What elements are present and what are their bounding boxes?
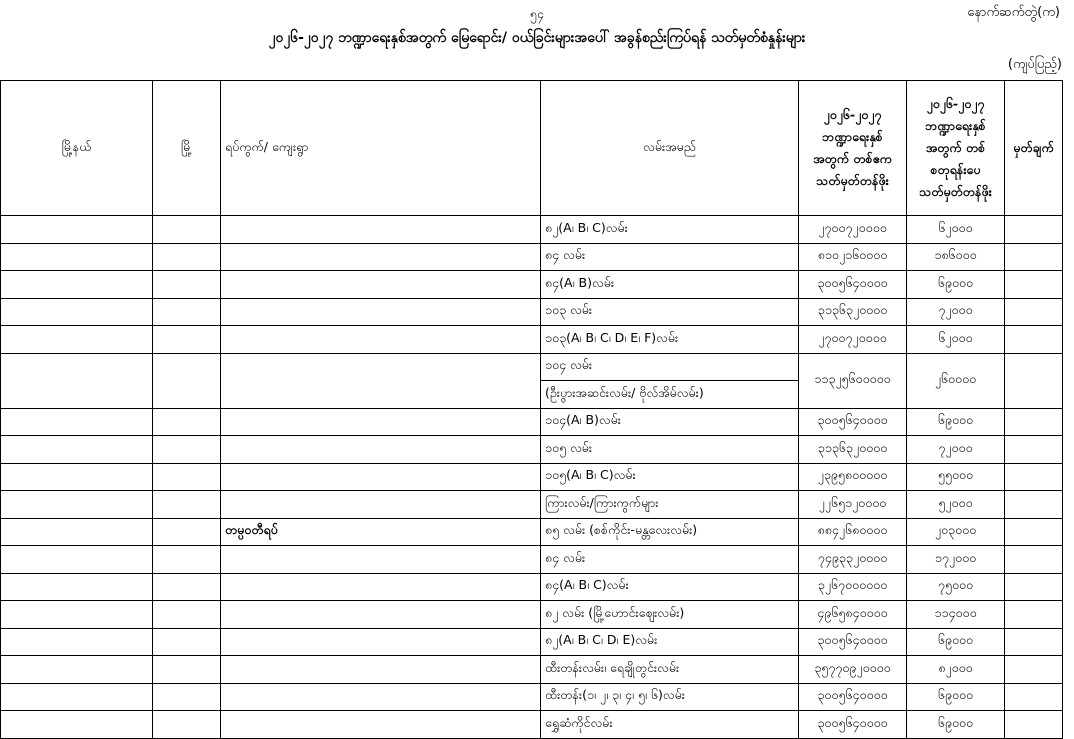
cell-street: ၁၀၄(A၊ B)လမ်း <box>541 408 799 436</box>
cell-sqft-value: ၂၀၃၀၀၀ <box>907 518 1005 546</box>
cell-remarks <box>1005 628 1063 656</box>
cell-remarks <box>1005 601 1063 629</box>
cell-town <box>153 601 221 629</box>
table-row <box>1 243 1063 271</box>
cell-town <box>153 436 221 464</box>
table-row <box>1 601 1063 629</box>
cell-street: ထီးတန်း(၁၊ ၂၊ ၃၊ ၄၊ ၅၊ ၆)လမ်း <box>541 683 799 711</box>
cell-street: ၈၄(A၊ B)လမ်း <box>541 271 799 299</box>
cell-street: ၈၄ လမ်း <box>541 243 799 271</box>
cell-sqft-value: ၇၂၀၀၀ <box>907 298 1005 326</box>
cell-remarks <box>1005 216 1063 244</box>
cell-town <box>153 271 221 299</box>
cell-acre-value: ၃၀၀၅၆၄၀၀၀၀ <box>799 408 907 436</box>
cell-township <box>1 491 153 519</box>
cell-township <box>1 408 153 436</box>
cell-town <box>153 518 221 546</box>
cell-street: ၈၄(A၊ B၊ C)လမ်း <box>541 573 799 601</box>
cell-remarks <box>1005 326 1063 354</box>
table-row <box>1 491 1063 519</box>
cell-sqft-value: ၁၇၂၀၀၀ <box>907 546 1005 574</box>
cell-acre-value: ၃၂၆၇၀၀၀၀၀၀ <box>799 573 907 601</box>
table-row <box>1 436 1063 464</box>
table-header-row <box>1 81 1063 216</box>
cell-township <box>1 271 153 299</box>
cell-town <box>153 216 221 244</box>
table-row <box>1 683 1063 711</box>
cell-town <box>153 353 221 408</box>
cell-sqft-value: ၈၂၀၀၀ <box>907 656 1005 684</box>
cell-town <box>153 243 221 271</box>
cell-town <box>153 408 221 436</box>
cell-township <box>1 436 153 464</box>
cell-township <box>1 463 153 491</box>
cell-township <box>1 711 153 739</box>
page-title: ၂၀၂၆-၂၀၂၇ ဘဏ္ဍာရေးနှစ်အတွက် မြေရောင်း/ ဝယ်ခြင်းများအပေါ် အခွန်စည်းကြပ်ရန် သတ်မှတ်စံနှုန်းများ <box>268 30 806 46</box>
cell-ward: တမ္ပဝတီရပ် <box>221 518 541 546</box>
cell-ward <box>221 326 541 354</box>
cell-sqft-value: ၆၉၀၀၀ <box>907 711 1005 739</box>
cell-acre-value: ၃၀၀၅၆၄၀၀၀၀ <box>799 683 907 711</box>
cell-ward <box>221 491 541 519</box>
table-row <box>1 518 1063 546</box>
cell-remarks <box>1005 408 1063 436</box>
cell-street: ၈၄ လမ်း <box>541 546 799 574</box>
cell-remarks <box>1005 711 1063 739</box>
cell-street: ကြားလမ်း/ကြားကွက်များ <box>541 491 799 519</box>
table-row <box>1 271 1063 299</box>
cell-remarks <box>1005 573 1063 601</box>
cell-remarks <box>1005 518 1063 546</box>
cell-township <box>1 326 153 354</box>
col-header-town: မြို့ <box>153 81 221 216</box>
table-row <box>1 298 1063 326</box>
cell-sqft-value: ၁၁၄၀၀၀ <box>907 601 1005 629</box>
cell-remarks <box>1005 436 1063 464</box>
cell-ward <box>221 243 541 271</box>
col-header-township: မြို့နယ် <box>1 81 153 216</box>
cell-township <box>1 546 153 574</box>
currency-unit: (ကျပ်ပြည့်) <box>1007 57 1062 72</box>
page-number: ၅၄ <box>530 7 544 21</box>
cell-sqft-value: ၁၈၆၀၀၀ <box>907 243 1005 271</box>
table-row <box>1 546 1063 574</box>
cell-township <box>1 216 153 244</box>
cell-acre-value: ၃၀၀၅၆၄၀၀၀၀ <box>799 711 907 739</box>
cell-town <box>153 711 221 739</box>
cell-town <box>153 683 221 711</box>
cell-ward <box>221 298 541 326</box>
cell-ward <box>221 546 541 574</box>
cell-ward <box>221 628 541 656</box>
cell-ward <box>221 463 541 491</box>
cell-street: ၁၀၄ လမ်း <box>541 353 799 381</box>
cell-remarks <box>1005 683 1063 711</box>
cell-township <box>1 353 153 408</box>
cell-remarks <box>1005 463 1063 491</box>
cell-sqft-value: ၇၅၀၀၀ <box>907 573 1005 601</box>
cell-acre-value: ၈၁၀၂၁၆၀၀၀၀ <box>799 243 907 271</box>
cell-township <box>1 573 153 601</box>
cell-ward <box>221 656 541 684</box>
cell-town <box>153 546 221 574</box>
cell-street: ရွှေဆံကိုင်လမ်း <box>541 711 799 739</box>
cell-township <box>1 628 153 656</box>
col-header-street: လမ်းအမည် <box>541 81 799 216</box>
valuation-table <box>0 80 1063 739</box>
cell-acre-value: ၃၀၀၅၆၄၀၀၀၀ <box>799 628 907 656</box>
cell-township <box>1 601 153 629</box>
table-row <box>1 628 1063 656</box>
cell-acre-value: ၁၁၃၂၅၆၀၀၀၀၀ <box>799 353 907 408</box>
cell-acre-value: ၃၁၃၆၃၂၀၀၀၀ <box>799 298 907 326</box>
cell-acre-value: ၄၉၆၅၈၄၀၀၀၀ <box>799 601 907 629</box>
table-row <box>1 408 1063 436</box>
table-row <box>1 573 1063 601</box>
cell-remarks <box>1005 243 1063 271</box>
cell-ward <box>221 271 541 299</box>
cell-acre-value: ၃၀၀၅၆၄၀၀၀၀ <box>799 271 907 299</box>
cell-sqft-value: ၅၅၀၀၀ <box>907 463 1005 491</box>
cell-street: (ဦးပွားအဆင်းလမ်း/ ဗိုလ်အိမ်လမ်း) <box>541 381 799 409</box>
cell-sqft-value: ၆၂၀၀၀ <box>907 216 1005 244</box>
cell-street: ၈၂ လမ်း (မြို့ဟောင်းဈေးလမ်း) <box>541 601 799 629</box>
cell-ward <box>221 711 541 739</box>
cell-ward <box>221 216 541 244</box>
cell-ward <box>221 573 541 601</box>
cell-ward <box>221 353 541 408</box>
cell-acre-value: ၂၇၀၀၇၂၀၀၀၀ <box>799 216 907 244</box>
cell-town <box>153 573 221 601</box>
cell-township <box>1 518 153 546</box>
cell-acre-value: ၂၇၀၀၇၂၀၀၀၀ <box>799 326 907 354</box>
cell-ward <box>221 408 541 436</box>
cell-sqft-value: ၆၉၀၀၀ <box>907 271 1005 299</box>
col-header-per-acre: ၂၀၂၆-၂၀၂၇ ဘဏ္ဍာရေးနှစ် အတွက် တစ်ဧက သတ်မှတ်တန်ဖိုး <box>799 81 907 216</box>
cell-acre-value: ၃၁၃၆၃၂၀၀၀၀ <box>799 436 907 464</box>
cell-town <box>153 491 221 519</box>
table-row <box>1 326 1063 354</box>
cell-sqft-value: ၆၉၀၀၀ <box>907 628 1005 656</box>
cell-town <box>153 656 221 684</box>
table-row <box>1 656 1063 684</box>
cell-remarks <box>1005 271 1063 299</box>
cell-remarks <box>1005 656 1063 684</box>
cell-ward <box>221 436 541 464</box>
cell-remarks <box>1005 298 1063 326</box>
cell-sqft-value: ၂၆၀၀၀၀ <box>907 353 1005 408</box>
cell-sqft-value: ၆၂၀၀၀ <box>907 326 1005 354</box>
table-row <box>1 463 1063 491</box>
cell-ward <box>221 683 541 711</box>
cell-acre-value: ၂၂၆၅၁၂၀၀၀၀ <box>799 491 907 519</box>
cell-town <box>153 628 221 656</box>
col-header-remarks: မှတ်ချက် <box>1005 81 1063 216</box>
cell-street: ၈၂(A၊ B၊ C၊ D၊ E)လမ်း <box>541 628 799 656</box>
cell-sqft-value: ၅၂၀၀၀ <box>907 491 1005 519</box>
cell-sqft-value: ၇၂၀၀၀ <box>907 436 1005 464</box>
cell-town <box>153 326 221 354</box>
cell-township <box>1 298 153 326</box>
cell-acre-value: ၃၅၇၇၀၉၂၀၀၀၀ <box>799 656 907 684</box>
cell-street: ၈၅ လမ်း (စစ်ကိုင်း-မန္တလေးလမ်း) <box>541 518 799 546</box>
cell-town <box>153 298 221 326</box>
cell-street: ၁၀၃(A၊ B၊ C၊ D၊ E၊ F)လမ်း <box>541 326 799 354</box>
cell-township <box>1 656 153 684</box>
cell-remarks <box>1005 491 1063 519</box>
cell-township <box>1 683 153 711</box>
cell-street: ၁၀၅ လမ်း <box>541 436 799 464</box>
cell-township <box>1 243 153 271</box>
cell-acre-value: ၂၃၉၅၈၀၀၀၀၀ <box>799 463 907 491</box>
cell-acre-value: ၈၈၄၂၆၈၀၀၀၀ <box>799 518 907 546</box>
table-row <box>1 216 1063 244</box>
cell-sqft-value: ၆၉၀၀၀ <box>907 683 1005 711</box>
cell-street: ထီးတန်းလမ်း၊ ရေချိုတွင်းလမ်း <box>541 656 799 684</box>
cell-sqft-value: ၆၉၀၀၀ <box>907 408 1005 436</box>
col-header-per-sqft: ၂၀၂၆-၂၀၂၇ ဘဏ္ဍာရေးနှစ် အတွက် တစ်စတုရန်းပေ သတ်မှတ်တန်ဖိုး <box>907 81 1005 216</box>
table-row <box>1 711 1063 739</box>
annex-label: နောက်ဆက်တွဲ(က) <box>967 5 1060 20</box>
cell-town <box>153 463 221 491</box>
col-header-ward-village: ရပ်ကွက်/ ကျေးရွာ <box>221 81 541 216</box>
cell-street: ၁၀၅(A၊ B၊ C)လမ်း <box>541 463 799 491</box>
cell-remarks <box>1005 546 1063 574</box>
cell-remarks <box>1005 353 1063 408</box>
cell-street: ၁၀၃ လမ်း <box>541 298 799 326</box>
table-row <box>1 353 1063 381</box>
cell-ward <box>221 601 541 629</box>
cell-street: ၈၂(A၊ B၊ C)လမ်း <box>541 216 799 244</box>
cell-acre-value: ၇၄၉၃၃၂၀၀၀၀ <box>799 546 907 574</box>
